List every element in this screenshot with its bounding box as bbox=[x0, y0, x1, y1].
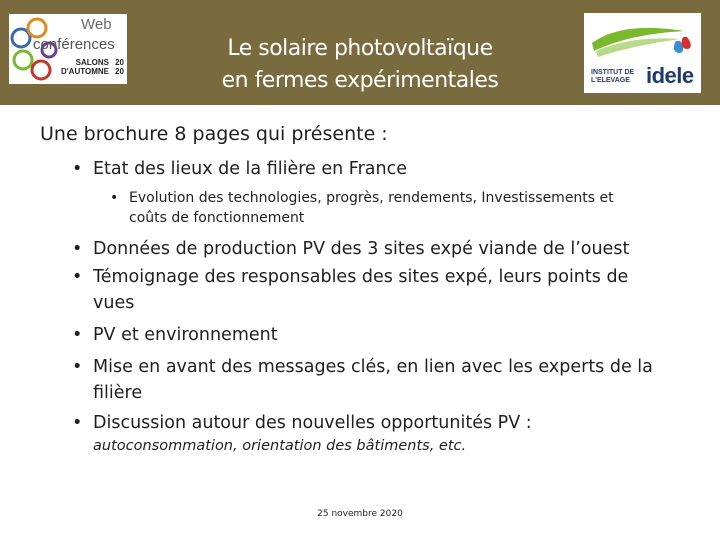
bullet-dot: • bbox=[72, 413, 83, 433]
idele-institute-label: INSTITUT DE L'ELEVAGE bbox=[591, 69, 635, 84]
bullet-dot: • bbox=[72, 357, 83, 377]
bullet-dot: • bbox=[72, 239, 83, 259]
bullet-item: • Discussion autour des nouvelles opportunités PV : bbox=[72, 410, 702, 436]
bullet-dot: • bbox=[72, 159, 83, 179]
bullet-dot: • bbox=[110, 190, 119, 206]
bullet-dot: • bbox=[72, 267, 83, 287]
logo-word-web: Web bbox=[81, 16, 112, 33]
bullet-item: • Données de production PV des 3 sites expé viande de l’ouest bbox=[72, 236, 702, 262]
bullet-item: • Mise en avant des messages clés, en lien avec les experts de la filière bbox=[72, 354, 702, 406]
bullet-item: • PV et environnement bbox=[72, 322, 702, 348]
sub-bullet-item: • Evolution des technologies, progrès, rendements, Investissements et coûts de fonctionnement bbox=[110, 190, 614, 226]
idele-wordmark: idele bbox=[646, 63, 694, 88]
logo-word-conferences: conférences bbox=[33, 36, 115, 53]
idele-swoosh-icon bbox=[584, 13, 701, 65]
idele-logo bbox=[584, 13, 701, 93]
bullet-dot: • bbox=[72, 325, 83, 345]
slide-title: Le solaire photovoltaïque en fermes expérimentales bbox=[221, 36, 499, 93]
bullet-item: • Etat des lieux de la filière en France bbox=[72, 156, 702, 182]
footer-date: 25 novembre 2020 bbox=[317, 509, 403, 519]
logo-word-salons: SALONS D'AUTOMNE bbox=[61, 58, 109, 76]
italic-note: autoconsommation, orientation des bâtiments, etc. bbox=[93, 438, 467, 454]
header-banner bbox=[0, 0, 720, 105]
bullet-item: • Témoignage des responsables des sites expé, leurs points de vues bbox=[72, 264, 702, 316]
intro-text: Une brochure 8 pages qui présente : bbox=[40, 123, 388, 145]
logo-year: 20 20 bbox=[115, 58, 124, 76]
web-conferences-logo bbox=[9, 14, 127, 84]
